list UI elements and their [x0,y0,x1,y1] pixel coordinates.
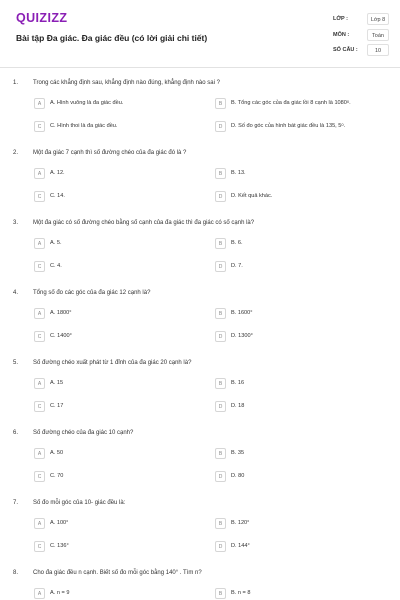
option-text-main: A. 5. [50,240,62,246]
meta-count-value: 10 [367,44,389,56]
option-text-main: D. 1300° [231,333,253,339]
question-text: Số đường chéo xuất phát từ 1 đỉnh của đa giác 20 cạnh là? [33,360,192,366]
option-letter-box[interactable]: D [215,471,226,482]
option-text-main: B. 16 [231,380,245,386]
option-text-main: D. Kết quả khác. [231,193,273,199]
question-number: 5. [13,360,19,366]
answer-option-c[interactable] [34,471,184,483]
answer-option-a[interactable] [34,518,184,530]
option-letter-box[interactable]: D [215,331,226,342]
option-text-main: A. 100° [50,520,69,526]
option-text [50,590,69,596]
option-text [231,380,244,386]
option-letter-box[interactable]: C [34,261,45,272]
answer-option-c[interactable] [34,401,184,413]
question-6 [0,430,400,500]
question-text: Tổng số đo các góc của đa giác 12 cạnh là? [33,290,151,296]
meta-grade-value: Lớp 8 [367,13,389,25]
header-divider [0,67,400,68]
option-text-main: B. 6. [231,240,243,246]
question-number: 4. [13,290,19,296]
question-number: 8. [13,570,19,576]
option-letter-box[interactable]: D [215,401,226,412]
option-text-main: B. 35 [231,450,245,456]
answer-option-b[interactable] [215,168,365,180]
answer-option-a[interactable] [34,588,184,600]
option-text-main: B. Tổng các góc của đa giác lồi 8 cạnh là 1080 [231,100,347,106]
answer-option-a[interactable] [34,378,184,390]
question-text: Số đường chéo của đa giác 10 cạnh? [33,430,134,436]
worksheet-header [0,0,400,66]
question-number: 3. [13,220,19,226]
option-text-main: D. 7. [231,263,243,269]
question-1 [0,80,400,150]
option-text [231,100,351,106]
option-text-main: B. n = 8 [231,590,251,596]
question-5 [0,360,400,430]
option-text [231,403,244,409]
option-text [50,520,68,526]
option-letter-box[interactable]: A [34,98,45,109]
meta-subject [333,29,389,42]
option-text-main: C. 4. [50,263,62,269]
option-text-main: D. Số đo góc của hình bát giác đều là 135, 5 [231,123,342,129]
option-letter-box[interactable]: C [34,541,45,552]
option-letter-box[interactable]: C [34,471,45,482]
answer-option-d[interactable] [215,331,365,343]
answer-option-b[interactable] [215,238,365,250]
option-letter-box[interactable]: A [34,238,45,249]
meta-count-label: SỐ CÂU : [333,47,358,53]
option-letter-box[interactable]: C [34,401,45,412]
option-letter-box[interactable]: D [215,541,226,552]
option-text-main: D. 144° [231,543,250,549]
option-text [231,590,250,596]
answer-option-b[interactable] [215,448,365,460]
answer-option-c[interactable] [34,541,184,553]
option-text-main: B. 13. [231,170,246,176]
option-text [50,123,117,129]
answer-option-a[interactable] [34,448,184,460]
option-text [231,473,244,479]
answer-option-d[interactable] [215,401,365,413]
option-letter-box[interactable]: A [34,378,45,389]
option-text-main: C. Hình thoi là đa giác đều. [50,123,118,129]
option-letter-box[interactable]: D [215,191,226,202]
option-text [50,543,69,549]
answer-option-b[interactable] [215,518,365,530]
option-text [231,263,243,269]
answer-option-c[interactable] [34,121,184,133]
option-letter-box[interactable]: C [34,191,45,202]
option-text-main: A. 15 [50,380,64,386]
option-letter-box[interactable]: B [215,168,226,179]
answer-option-c[interactable] [34,191,184,203]
answer-option-d[interactable] [215,121,365,133]
option-text [231,450,244,456]
option-text-main: D. 80 [231,473,245,479]
answer-option-b[interactable] [215,588,365,600]
option-text-main: C. 1400° [50,333,72,339]
page-title: Bài tập Đa giác. Đa giác đều (có lời giải chi tiết) [16,33,208,43]
option-text [50,240,62,246]
option-text-main: A. 12. [50,170,65,176]
option-letter-box[interactable]: A [34,448,45,459]
answer-option-a[interactable] [34,168,184,180]
question-7 [0,500,400,570]
meta-count [333,44,389,57]
question-3 [0,220,400,290]
quizizz-logo: QUIZIZZ [16,11,68,25]
answer-option-d[interactable] [215,191,365,203]
question-text: Một đa giác có số đường chéo bằng số cạnh của đa giác thì đa giác có số cạnh là? [33,220,255,226]
question-text: Trong các khẳng định sau, khẳng định nào đúng, khẳng định nào sai ? [33,80,220,86]
option-letter-box[interactable]: B [215,98,226,109]
answer-option-b[interactable] [215,98,365,110]
question-text: Một đa giác 7 cạnh thì số đường chéo của đa giác đó là ? [33,150,187,156]
answer-option-d[interactable] [215,261,365,273]
meta-grade [333,13,389,26]
option-letter-box[interactable]: B [215,448,226,459]
option-text [50,333,72,339]
option-text [50,170,65,176]
question-text: Số đo mỗi góc của 10- giác đều là: [33,500,126,506]
option-letter-box[interactable]: B [215,588,226,599]
question-8 [0,570,400,600]
option-text-main: A. Hình vuông là đa giác đều. [50,100,124,106]
question-2 [0,150,400,220]
option-text-main: C. 17 [50,403,64,409]
answer-option-d[interactable] [215,471,365,483]
option-text [50,380,63,386]
option-text-suffix: . [349,100,351,106]
option-text [50,473,63,479]
answer-option-a[interactable] [34,238,184,250]
option-text [231,193,272,199]
option-text-main: A. 1800° [50,310,72,316]
option-text [231,310,253,316]
option-text [50,310,72,316]
option-letter-box[interactable]: B [215,518,226,529]
option-letter-box[interactable]: C [34,121,45,132]
question-number: 2. [13,150,19,156]
option-text [231,123,345,129]
option-letter-box[interactable]: A [34,168,45,179]
option-text [231,520,249,526]
question-number: 1. [13,80,19,86]
answer-option-b[interactable] [215,378,365,390]
option-text [50,450,63,456]
option-letter-box[interactable]: D [215,121,226,132]
option-text-suffix: . [343,123,346,129]
option-letter-box[interactable]: C [34,331,45,342]
option-text [50,100,123,106]
meta-subject-label: MÔN : [333,32,350,38]
option-letter-box[interactable]: B [215,378,226,389]
option-text [231,170,246,176]
answer-option-c[interactable] [34,331,184,343]
option-text [50,263,62,269]
option-superscript: 0 [341,122,344,127]
option-superscript: 0 [346,99,350,104]
option-text [50,403,63,409]
option-text-main: C. 136° [50,543,69,549]
option-letter-box[interactable]: B [215,308,226,319]
option-letter-box[interactable]: A [34,588,45,599]
option-text-main: A. n = 9 [50,590,70,596]
option-letter-box[interactable]: B [215,238,226,249]
question-text: Cho đa giác đều n cạnh. Biết số đo mỗi góc bằng 140° . Tìm n? [33,570,202,576]
option-text-main: C. 14. [50,193,65,199]
question-number: 6. [13,430,19,436]
option-text-main: C. 70 [50,473,64,479]
option-text-main: D. 18 [231,403,245,409]
meta-subject-value: Toán [367,29,389,41]
option-text [231,240,243,246]
answer-option-a[interactable] [34,308,184,320]
option-text [231,333,253,339]
option-text-main: A. 50 [50,450,64,456]
option-text [50,193,65,199]
answer-option-b[interactable] [215,308,365,320]
question-number: 7. [13,500,19,506]
option-text-main: B. 1600° [231,310,253,316]
answer-option-a[interactable] [34,98,184,110]
option-letter-box[interactable]: D [215,261,226,272]
question-4 [0,290,400,360]
answer-option-d[interactable] [215,541,365,553]
option-text-main: B. 120° [231,520,250,526]
option-letter-box[interactable]: A [34,308,45,319]
meta-grade-label: LỚP : [333,16,348,22]
answer-option-c[interactable] [34,261,184,273]
option-text [231,543,250,549]
option-letter-box[interactable]: A [34,518,45,529]
